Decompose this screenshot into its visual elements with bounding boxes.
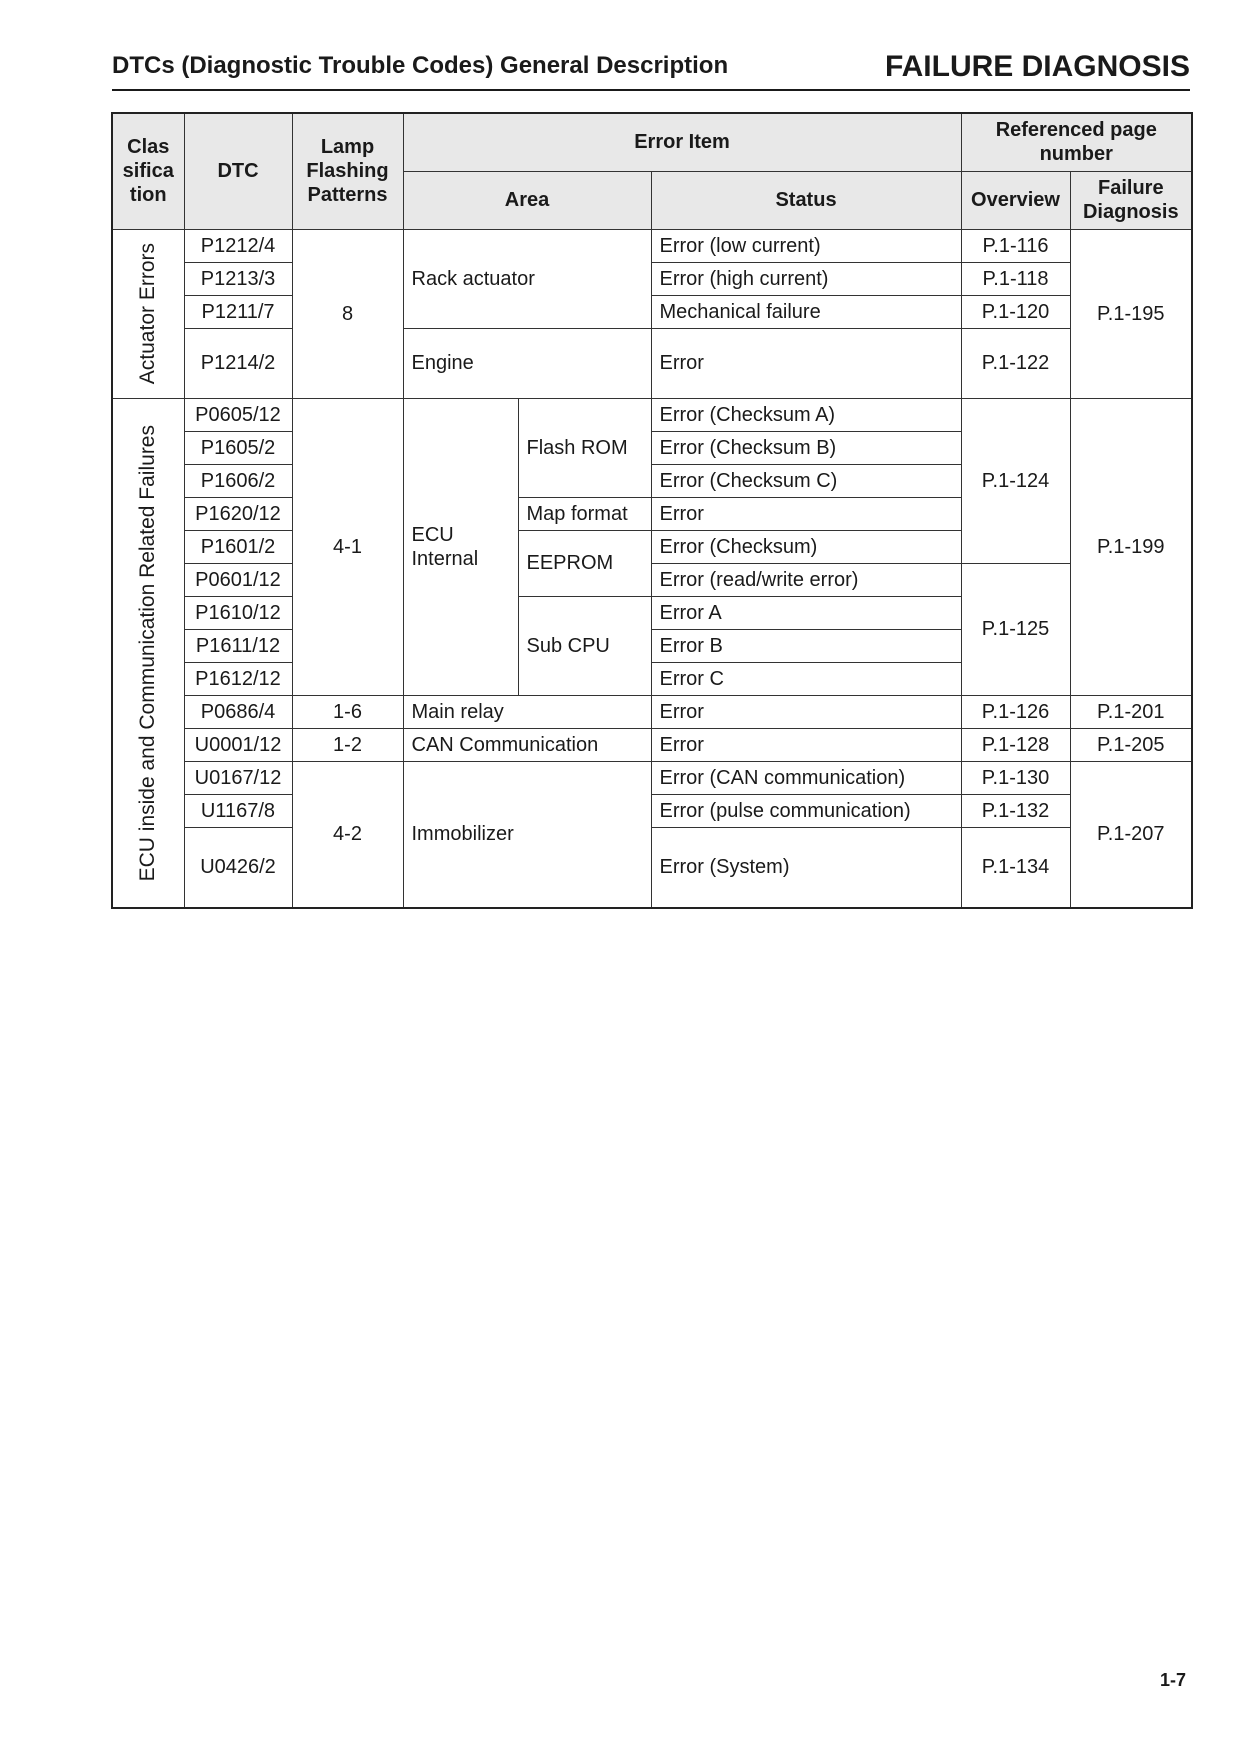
- lamp-cell: 4-2: [292, 761, 403, 908]
- dtc-cell: P1605/2: [184, 431, 292, 464]
- subarea-cell: Flash ROM: [518, 398, 651, 497]
- dtc-cell: P1611/12: [184, 629, 292, 662]
- status-cell: Error A: [651, 596, 961, 629]
- lamp-cell: 1-2: [292, 728, 403, 761]
- status-cell: Error (Checksum): [651, 530, 961, 563]
- dtc-cell: U0426/2: [184, 827, 292, 908]
- table-row: [112, 229, 1192, 262]
- overview-cell: P.1-120: [961, 295, 1070, 328]
- dtc-cell: P1620/12: [184, 497, 292, 530]
- status-cell: Error C: [651, 662, 961, 695]
- area-cell: Engine: [403, 328, 651, 398]
- overview-cell: P.1-118: [961, 262, 1070, 295]
- status-cell: Error: [651, 728, 961, 761]
- dtc-cell: P0686/4: [184, 695, 292, 728]
- area-cell: Main relay: [403, 695, 651, 728]
- status-cell: Error (Checksum C): [651, 464, 961, 497]
- area-cell: Rack actuator: [403, 229, 651, 328]
- failure-cell: P.1-207: [1070, 761, 1192, 908]
- dtc-cell: P1612/12: [184, 662, 292, 695]
- status-cell: Error (Checksum A): [651, 398, 961, 431]
- status-cell: Error (CAN communication): [651, 761, 961, 794]
- dtc-cell: P1610/12: [184, 596, 292, 629]
- status-cell: Error (high current): [651, 262, 961, 295]
- table-row: [112, 761, 1192, 794]
- lamp-cell: 4-1: [292, 398, 403, 695]
- page-number: 1-7: [1160, 1670, 1187, 1690]
- lamp-cell: 8: [292, 229, 403, 398]
- area-cell: ECU Internal: [403, 398, 518, 695]
- area-cell: Immobilizer: [403, 761, 651, 908]
- status-cell: Error (System): [651, 827, 961, 908]
- status-cell: Mechanical failure: [651, 295, 961, 328]
- dtc-cell: P1601/2: [184, 530, 292, 563]
- status-cell: Error: [651, 497, 961, 530]
- group-ecu: [112, 398, 184, 908]
- dtc-cell: U1167/8: [184, 794, 292, 827]
- table-row: [112, 563, 1192, 596]
- dtc-cell: P1212/4: [184, 229, 292, 262]
- table-row: [112, 328, 1192, 398]
- table-row: [112, 295, 1192, 328]
- header-failure-diagnosis: Failure Diagnosis: [1070, 171, 1192, 229]
- header-classification: Clas sifica tion: [112, 113, 184, 229]
- status-cell: Error: [651, 695, 961, 728]
- table-row: [112, 695, 1192, 728]
- dtc-cell: P1211/7: [184, 295, 292, 328]
- overview-cell: P.1-122: [961, 328, 1070, 398]
- table-row: [112, 398, 1192, 431]
- subarea-cell: Sub CPU: [518, 596, 651, 695]
- overview-cell: P.1-124: [961, 398, 1070, 563]
- dtc-cell: U0167/12: [184, 761, 292, 794]
- header-status: Status: [651, 171, 961, 229]
- header-lamp: Lamp Flashing Patterns: [292, 113, 403, 229]
- group-actuator: [112, 229, 184, 398]
- header-overview: Overview: [961, 171, 1070, 229]
- group-label: ECU inside and Communication Related Failures: [136, 424, 160, 881]
- status-cell: Error: [651, 328, 961, 398]
- table-row: [112, 262, 1192, 295]
- status-cell: Error (pulse communication): [651, 794, 961, 827]
- table-row: [112, 728, 1192, 761]
- overview-cell: P.1-126: [961, 695, 1070, 728]
- dtc-cell: P1213/3: [184, 262, 292, 295]
- header-area: Area: [403, 171, 651, 229]
- table-row: [112, 794, 1192, 827]
- dtc-cell: P0601/12: [184, 563, 292, 596]
- status-cell: Error (low current): [651, 229, 961, 262]
- overview-cell: P.1-134: [961, 827, 1070, 908]
- area-cell: CAN Communication: [403, 728, 651, 761]
- header-ref-page: Referenced page number: [961, 113, 1192, 171]
- subarea-cell: EEPROM: [518, 530, 651, 596]
- overview-cell: P.1-132: [961, 794, 1070, 827]
- dtc-table: [111, 112, 1193, 909]
- status-cell: Error (Checksum B): [651, 431, 961, 464]
- section-title: FAILURE DIAGNOSIS: [884, 50, 1190, 83]
- status-cell: Error (read/write error): [651, 563, 961, 596]
- failure-cell: P.1-199: [1070, 398, 1192, 695]
- status-cell: Error B: [651, 629, 961, 662]
- dtc-cell: P0605/12: [184, 398, 292, 431]
- header-error-item: Error Item: [403, 113, 961, 171]
- dtc-cell: P1214/2: [184, 328, 292, 398]
- dtc-cell: U0001/12: [184, 728, 292, 761]
- overview-cell: P.1-128: [961, 728, 1070, 761]
- failure-cell: P.1-201: [1070, 695, 1192, 728]
- group-label: Actuator Errors: [136, 242, 160, 385]
- failure-cell: P.1-195: [1070, 229, 1192, 398]
- overview-cell: P.1-130: [961, 761, 1070, 794]
- overview-cell: P.1-116: [961, 229, 1070, 262]
- page-header: [112, 44, 1190, 91]
- overview-cell: P.1-125: [961, 563, 1070, 695]
- dtc-cell: P1606/2: [184, 464, 292, 497]
- table-row: [112, 827, 1192, 908]
- failure-cell: P.1-205: [1070, 728, 1192, 761]
- page-title: DTCs (Diagnostic Trouble Codes) General Description: [112, 52, 729, 79]
- lamp-cell: 1-6: [292, 695, 403, 728]
- subarea-cell: Map format: [518, 497, 651, 530]
- header-dtc: DTC: [184, 113, 292, 229]
